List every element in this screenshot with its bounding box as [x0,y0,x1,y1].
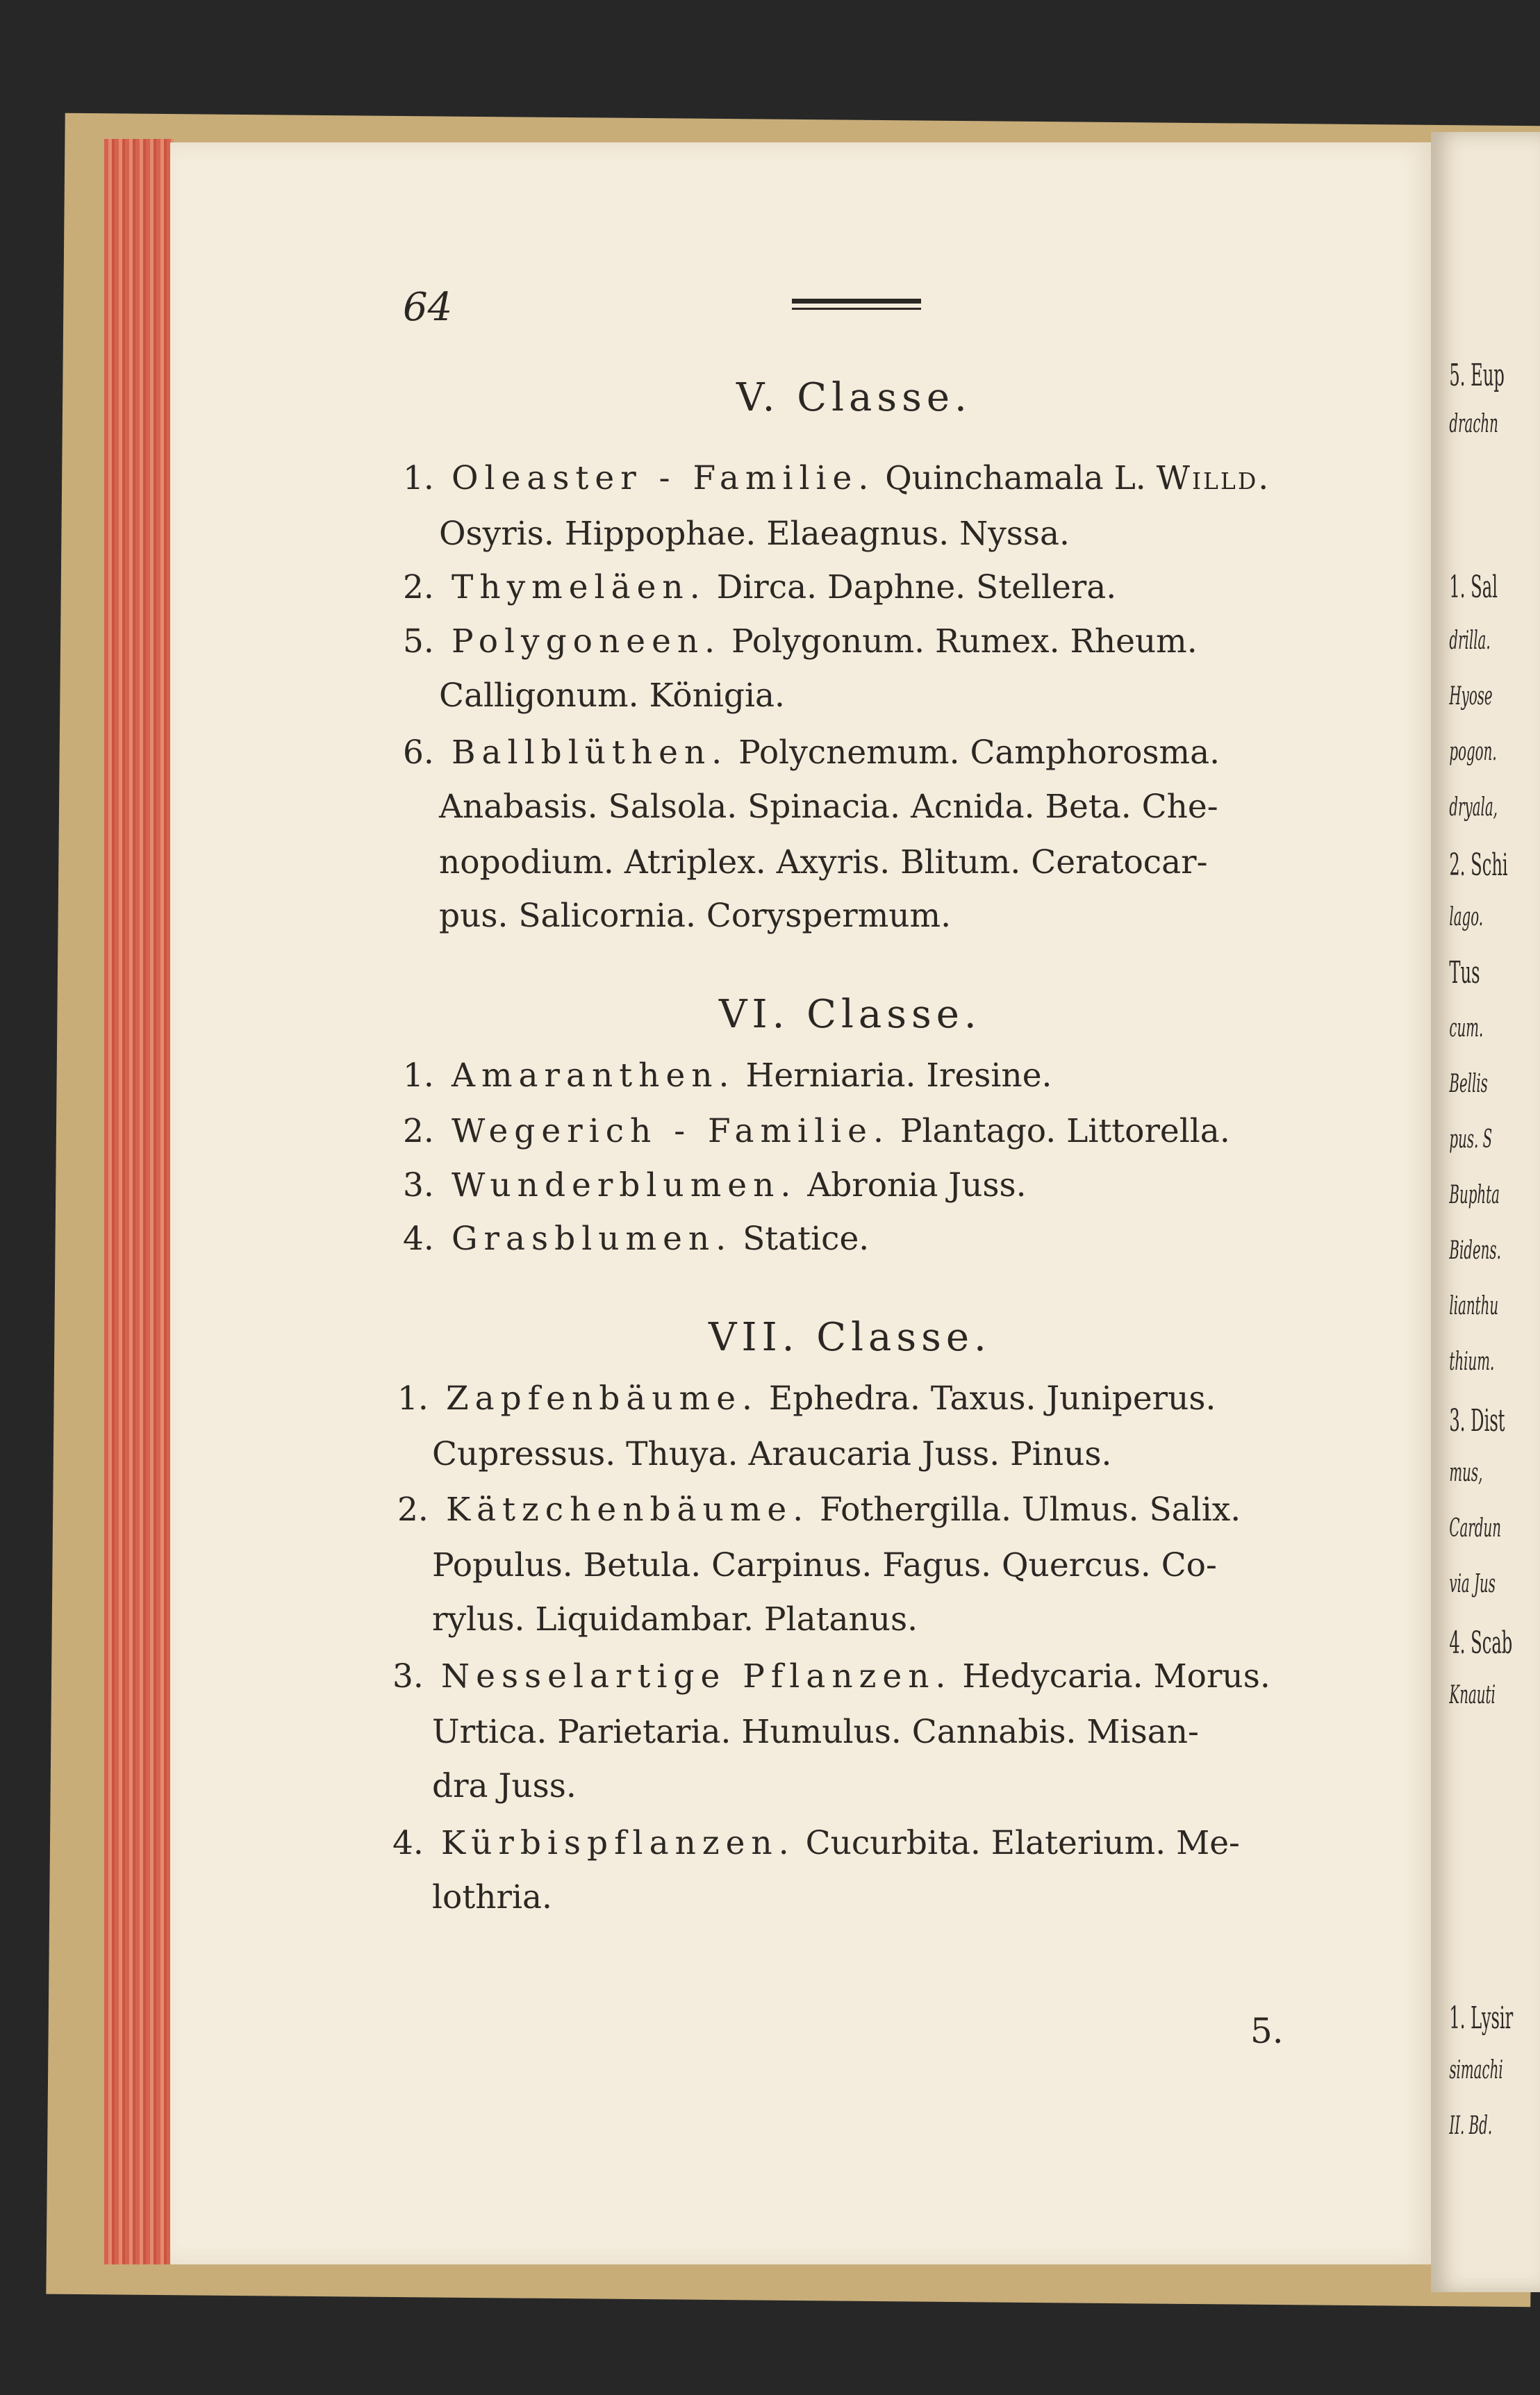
section-heading-v: V. Classe. [736,375,972,420]
facing-text: simachi [1449,2056,1503,2085]
facing-text: lago. [1449,903,1484,931]
facing-text: pus. S [1449,1125,1493,1154]
facing-text: II. Bd. [1449,2112,1493,2140]
family-name: Ballblüthen. [452,734,729,772]
signature-mark: 5. [1250,2011,1284,2051]
entry-line: lothria. [432,1878,552,1916]
facing-text: drilla. [1449,627,1491,655]
facing-text: Bellis [1449,1070,1488,1098]
section-heading-vii: VII. Classe. [709,1315,991,1360]
entry-number: 4. [403,1220,434,1258]
family-name: Oleaster - Familie. [452,459,875,497]
entry-line [403,622,1198,661]
facing-text: Buphta [1449,1181,1500,1209]
genera-text: Quinchamala L. [885,459,1146,497]
family-name: Zapfenbäume. [446,1379,759,1418]
genera-text: Cucurbita. Elaterium. Me- [805,1824,1240,1862]
facing-text: dryala, [1449,793,1498,822]
facing-text: 1. Lysir [1449,2000,1514,2036]
entry-line: Calligonum. Königia. [439,677,785,715]
entry-number: 2. [403,1112,434,1150]
facing-text: lianthu [1449,1292,1499,1320]
genera-text: Polycnemum. Camphorosma. [738,734,1220,772]
entry-line [397,1491,1241,1529]
entry-number: 2. [403,568,434,606]
entry-line: Populus. Betula. Carpinus. Fagus. Quercus. Co- [432,1546,1217,1584]
facing-text: 2. Schi [1449,847,1508,883]
entry-number: 1. [403,1056,434,1095]
entry-number: 1. [397,1379,429,1418]
family-name: Wegerich - Familie. [452,1112,890,1150]
page-edge-stack [104,139,174,2264]
genera-text: Herniaria. Iresine. [745,1056,1052,1095]
facing-text: thium. [1449,1348,1495,1376]
entry-line: pus. Salicornia. Coryspermum. [439,897,952,935]
facing-text: Tus [1449,955,1480,991]
author-name: Willd. [1156,459,1271,497]
entry-number: 2. [397,1491,429,1529]
entry-number: 3. [403,1166,434,1204]
facing-text: 5. Eup [1449,358,1505,393]
family-name: Kürbispflanzen. [441,1824,795,1862]
facing-text: 3. Dist [1449,1403,1505,1439]
facing-text: drachn [1449,410,1498,438]
family-name: Polygoneen. [452,622,722,661]
entry-line [403,1056,1052,1095]
entry-line [392,1824,1240,1862]
entry-line: dra Juss. [432,1767,577,1805]
facing-text: 4. Scab [1449,1625,1513,1661]
facing-text: cum. [1449,1014,1484,1043]
family-name: Grasblumen. [452,1220,733,1258]
entry-line: Cupressus. Thuya. Araucaria Juss. Pinus. [432,1435,1112,1473]
family-name: Kätzchenbäume. [446,1491,810,1529]
entry-number: 3. [392,1657,424,1696]
facing-page-fragment [1431,132,1540,2292]
family-name: Amaranthen. [452,1056,736,1095]
genera-text: Ephedra. Taxus. Juniperus. [768,1379,1216,1418]
entry-number: 1. [403,459,434,497]
entry-number: 5. [403,622,434,661]
facing-text: Cardun [1449,1514,1502,1543]
entry-number: 6. [403,734,434,772]
entry-line: rylus. Liquidambar. Platanus. [432,1600,918,1639]
entry-line [403,734,1220,772]
genera-text: Plantago. Littorella. [900,1112,1230,1150]
entry-line [403,459,1271,497]
genera-text: Fothergilla. Ulmus. Salix. [820,1491,1241,1529]
family-name: Wunderblumen. [452,1166,797,1204]
facing-text: Bidens. [1449,1236,1501,1265]
entry-line [392,1657,1270,1696]
family-name: Thymeläen. [452,568,706,606]
entry-line: Anabasis. Salsola. Spinacia. Acnida. Beta. Che- [439,788,1218,826]
page-number: 64 [403,285,453,330]
genera-text: Abronia Juss. [807,1166,1027,1204]
genera-text: Statice. [743,1220,870,1258]
genera-text: Polygonum. Rumex. Rheum. [731,622,1198,661]
entry-line: Urtica. Parietaria. Humulus. Cannabis. Misan- [432,1713,1199,1751]
facing-text: via Jus [1449,1570,1496,1598]
genera-text: Hedycaria. Morus. [962,1657,1270,1696]
genera-text: Dirca. Daphne. Stellera. [716,568,1117,606]
facing-text: mus, [1449,1459,1483,1487]
family-name: Nesselartige Pflanzen. [441,1657,952,1696]
entry-line [403,1166,1027,1204]
entry-line [403,1220,870,1258]
entry-line [403,568,1117,606]
facing-text: Knauti [1449,1681,1496,1709]
entry-line [403,1112,1230,1150]
entry-line: Osyris. Hippophae. Elaeagnus. Nyssa. [439,515,1070,553]
section-heading-vi: VI. Classe. [719,992,982,1037]
facing-text: Hyose [1449,682,1493,711]
entry-line [397,1379,1216,1418]
facing-text: pogon. [1449,738,1497,766]
entry-number: 4. [392,1824,424,1862]
header-rule [792,299,921,310]
facing-text: 1. Sal [1449,570,1498,605]
entry-line: nopodium. Atriplex. Axyris. Blitum. Ceratocar- [439,843,1208,881]
